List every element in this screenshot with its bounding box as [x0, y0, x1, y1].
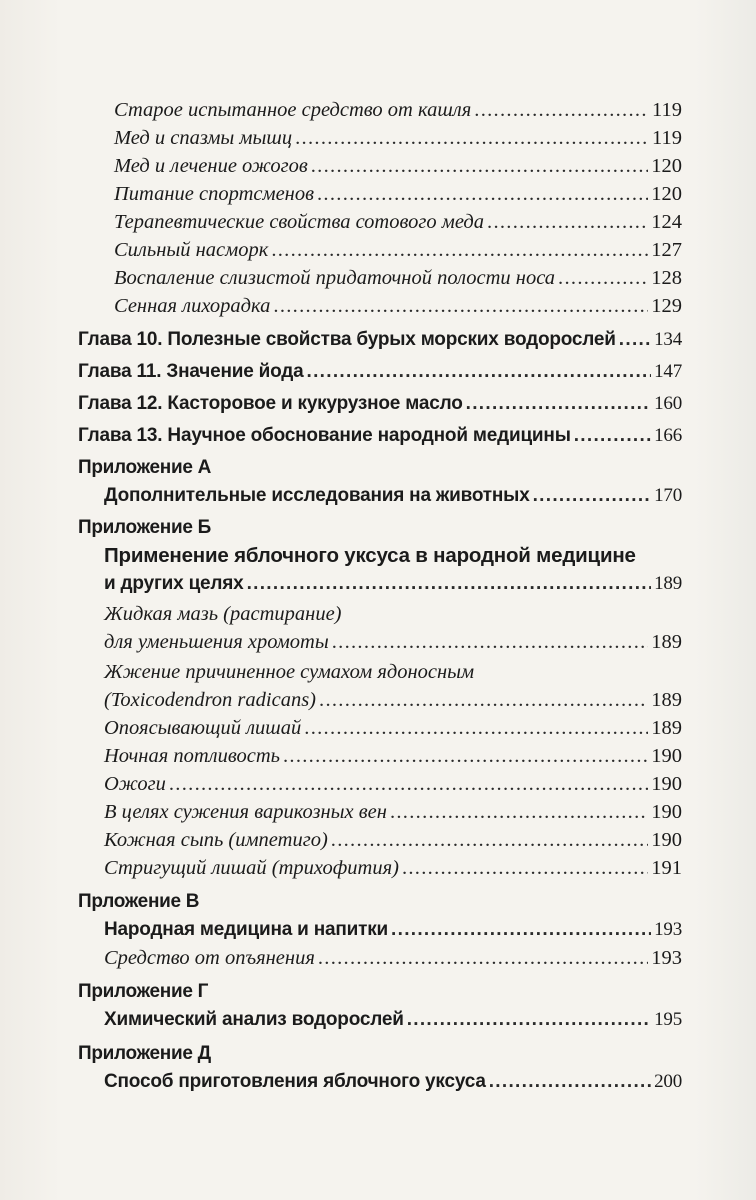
leader-dots [332, 628, 649, 656]
toc-entry-title: Стригущий лишай (трихофития) [104, 857, 399, 879]
toc-entry[interactable] [78, 236, 682, 264]
toc-entry-title: Ожоги [104, 773, 166, 795]
toc-entry-page: 189 [651, 689, 682, 711]
toc-entry-page: 189 [654, 573, 682, 594]
toc-entry-page: 190 [651, 829, 682, 851]
toc-entry[interactable] [78, 854, 682, 882]
toc-entry[interactable] [78, 292, 682, 320]
toc-entry-title: Мед и спазмы мышц [114, 127, 293, 149]
table-of-contents [78, 96, 682, 1096]
toc-entry[interactable] [78, 628, 682, 656]
leader-dots [307, 358, 652, 386]
toc-entry-page: 190 [651, 745, 682, 767]
leader-dots [318, 944, 648, 972]
leader-dots [304, 714, 648, 742]
toc-entry-title: Воспаление слизистой придаточной полости носа [114, 267, 556, 289]
toc-entry-title: Терапевтические свойства сотового меда [114, 211, 485, 233]
toc-entry-page: 120 [651, 155, 682, 177]
toc-chapter-title: Глава 11. Значение йода [78, 361, 304, 382]
toc-entry[interactable] [78, 798, 682, 826]
toc-entry-title: Средство от опъянения [104, 947, 315, 969]
toc-entry-page: 119 [652, 99, 682, 121]
toc-entry[interactable] [78, 96, 682, 124]
leader-dots [558, 264, 648, 292]
leader-dots [574, 422, 651, 450]
toc-entry-title: Сенная лихорадка [114, 295, 271, 317]
toc-entry-page: 127 [651, 239, 682, 261]
toc-entry-page: 193 [654, 919, 682, 940]
toc-entry-page: 190 [651, 773, 682, 795]
toc-chapter-title: Глава 12. Касторовое и кукурузное масло [78, 393, 463, 414]
toc-entry-title: Старое испытанное средство от кашля [114, 99, 472, 121]
toc-entry-page: 128 [651, 267, 682, 289]
toc-entry[interactable] [78, 264, 682, 292]
toc-entry-page: 124 [651, 211, 682, 233]
leader-dots [402, 854, 648, 882]
toc-entry-line1: Жидкая мазь (растирание) [104, 603, 342, 625]
leader-dots [489, 1068, 651, 1096]
toc-entry-title: Народная медицина и напитки [104, 919, 389, 940]
leader-dots [407, 1006, 651, 1034]
toc-entry[interactable] [78, 180, 682, 208]
leader-dots [533, 482, 652, 510]
toc-entry[interactable] [78, 124, 682, 152]
toc-entry-title: для уменьшения хромоты [104, 631, 329, 653]
toc-chapter[interactable] [78, 358, 682, 386]
toc-chapter[interactable] [78, 422, 682, 450]
leader-dots [271, 236, 648, 264]
toc-chapter-title: Глава 13. Научное обоснование народной медицины [78, 425, 571, 446]
toc-entry[interactable] [78, 916, 682, 944]
toc-entry[interactable] [78, 152, 682, 180]
toc-entry[interactable] [78, 686, 682, 714]
leader-dots [273, 292, 648, 320]
leader-dots [247, 570, 652, 598]
toc-entry-title: (Toxicodendron radicans) [104, 689, 317, 711]
leader-dots [319, 686, 648, 714]
appendix-a-heading: Приложение А [78, 457, 212, 478]
toc-chapter-page: 160 [654, 393, 682, 414]
toc-entry[interactable] [78, 482, 682, 510]
toc-entry-title: Мед и лечение ожогов [114, 155, 308, 177]
toc-entry[interactable] [78, 944, 682, 972]
toc-entry-page: 129 [651, 295, 682, 317]
leader-dots [474, 96, 649, 124]
toc-entry[interactable] [78, 208, 682, 236]
toc-entry-page: 170 [654, 485, 682, 506]
leader-dots [295, 124, 649, 152]
toc-entry-title: Химический анализ водорослей [104, 1009, 404, 1030]
leader-dots [169, 770, 648, 798]
appendix-g-heading: Приложение Г [78, 981, 209, 1002]
toc-entry[interactable] [78, 770, 682, 798]
toc-chapter[interactable] [78, 326, 682, 354]
toc-entry-title: и других целях [104, 573, 244, 594]
appendix-v-heading: Прложение В [78, 891, 200, 912]
toc-entry-page: 119 [652, 127, 682, 149]
leader-dots [311, 152, 649, 180]
leader-dots [390, 798, 648, 826]
leader-dots [466, 390, 651, 418]
toc-entry-page: 195 [654, 1009, 682, 1030]
toc-entry-page: 200 [654, 1071, 682, 1092]
toc-entry-line1: Применение яблочного уксуса в народной медицине [104, 544, 636, 567]
toc-entry-title: Ночная потливость [104, 745, 280, 767]
toc-entry-page: 189 [651, 631, 682, 653]
toc-chapter-title: Глава 10. Полезные свойства бурых морских водорослей [78, 329, 616, 350]
leader-dots [317, 180, 648, 208]
leader-dots [619, 326, 651, 354]
toc-entry-title: Дополнительные исследования на животных [104, 485, 530, 506]
toc-entry-page: 193 [651, 947, 682, 969]
toc-entry-title: Способ приготовления яблочного уксуса [104, 1071, 486, 1092]
leader-dots [487, 208, 648, 236]
toc-chapter-page: 147 [654, 361, 682, 382]
toc-chapter-page: 166 [654, 425, 682, 446]
toc-entry-line1: Жжение причиненное сумахом ядоносным [104, 661, 475, 683]
toc-chapter[interactable] [78, 390, 682, 418]
leader-dots [331, 826, 648, 854]
toc-entry-page: 120 [651, 183, 682, 205]
toc-chapter-page: 134 [654, 329, 682, 350]
leader-dots [391, 916, 651, 944]
toc-entry-title: Опоясывающий лишай [104, 717, 302, 739]
toc-entry[interactable] [78, 570, 682, 598]
toc-entry-title: Питание спортсменов [114, 183, 314, 205]
toc-entry-title: Сильный насморк [114, 239, 269, 261]
toc-entry-title: Кожная сыпь (импетиго) [104, 829, 328, 851]
toc-entry-page: 190 [651, 801, 682, 823]
toc-entry[interactable] [78, 1068, 682, 1096]
toc-entry-title: В целях сужения варикозных вен [104, 801, 387, 823]
toc-entry[interactable] [78, 1006, 682, 1034]
toc-entry-page: 189 [651, 717, 682, 739]
appendix-d-heading: Приложение Д [78, 1043, 211, 1064]
toc-entry[interactable] [78, 714, 682, 742]
toc-entry[interactable] [78, 826, 682, 854]
leader-dots [283, 742, 648, 770]
appendix-b-heading: Приложение Б [78, 517, 211, 538]
toc-entry[interactable] [78, 742, 682, 770]
toc-entry-page: 191 [651, 857, 682, 879]
